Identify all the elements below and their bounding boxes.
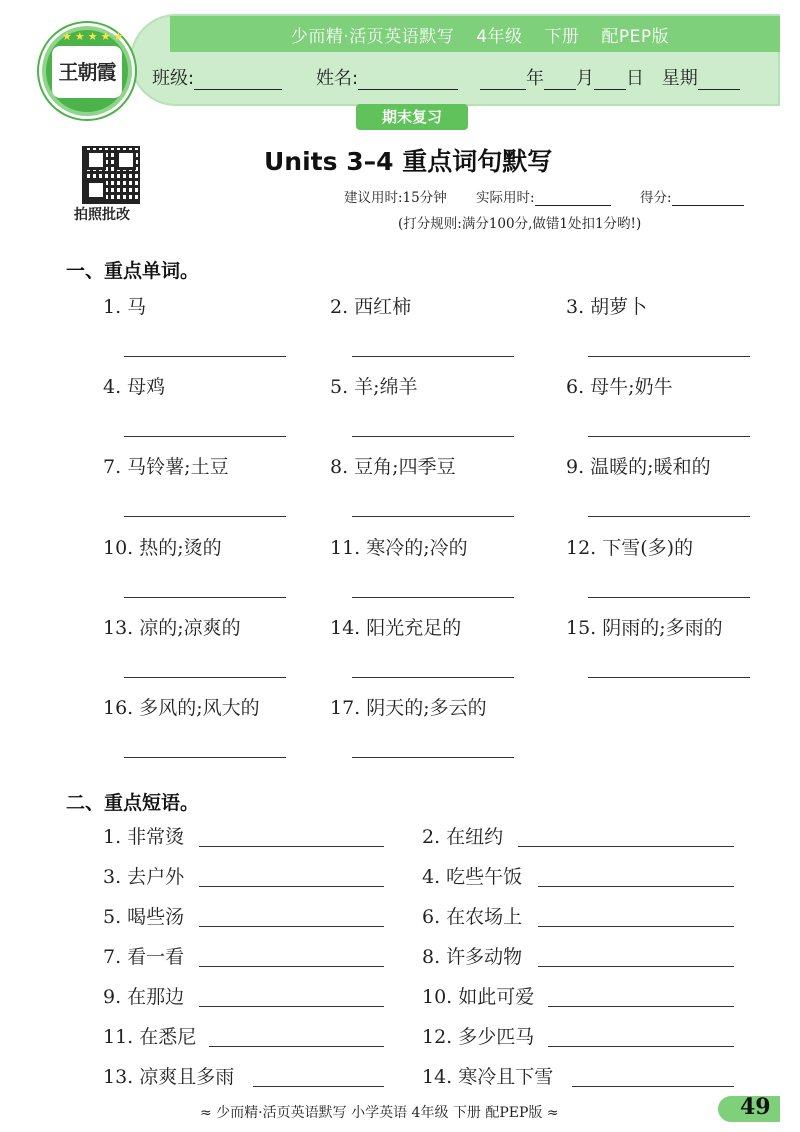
day-label: 日 — [626, 68, 644, 89]
answer-line[interactable] — [538, 886, 734, 887]
word-prompt: 8. 豆角;四季豆 — [330, 456, 456, 478]
page-number-badge — [718, 1096, 780, 1122]
word-prompt: 6. 母牛;奶牛 — [566, 376, 673, 398]
answer-line[interactable] — [538, 966, 734, 967]
word-prompt: 12. 下雪(多)的 — [566, 537, 694, 559]
answer-line[interactable] — [518, 846, 734, 847]
word-prompt: 1. 马 — [103, 296, 147, 318]
weekday-label: 星期 — [661, 68, 698, 89]
month-label: 月 — [576, 68, 594, 89]
answer-line[interactable] — [124, 516, 286, 517]
answer-line[interactable] — [548, 1046, 734, 1047]
page-number: 49 — [740, 1094, 771, 1120]
word-prompt: 11. 寒冷的;冷的 — [330, 537, 468, 559]
answer-line[interactable] — [352, 677, 514, 678]
phrase-prompt: 1. 非常烫 — [103, 826, 185, 848]
section2-heading: 二、重点短语。 — [66, 792, 200, 814]
review-tag: 期末复习 — [356, 104, 468, 130]
word-prompt: 17. 阴天的;多云的 — [330, 697, 487, 719]
qr-finder — [86, 180, 106, 200]
class-field[interactable] — [152, 64, 282, 90]
word-prompt: 4. 母鸡 — [103, 376, 166, 398]
word-prompt: 15. 阴雨的;多雨的 — [566, 617, 723, 639]
name-blank[interactable] — [358, 71, 458, 90]
answer-line[interactable] — [548, 1006, 734, 1007]
answer-line[interactable] — [124, 356, 286, 357]
answer-line[interactable] — [199, 846, 384, 847]
answer-line[interactable] — [124, 677, 286, 678]
answer-line[interactable] — [352, 436, 514, 437]
word-prompt: 16. 多风的;风大的 — [103, 697, 260, 719]
series-title — [200, 22, 760, 47]
weekday-blank[interactable] — [698, 71, 740, 90]
word-prompt: 2. 西红柿 — [330, 296, 412, 318]
actual-time-field[interactable] — [476, 186, 611, 206]
series-edition: 配PEP版 — [601, 27, 670, 47]
scoring-rule: (打分规则:满分100分,做错1处扣1分哟!) — [398, 216, 642, 232]
word-prompt: 7. 马铃薯;土豆 — [103, 456, 229, 478]
answer-line[interactable] — [572, 1086, 734, 1087]
answer-line[interactable] — [124, 757, 286, 758]
phrase-prompt: 6. 在农场上 — [422, 906, 523, 928]
class-label: 班级: — [152, 68, 195, 89]
phrase-prompt: 2. 在纽约 — [422, 826, 504, 848]
answer-line[interactable] — [124, 436, 286, 437]
answer-line[interactable] — [199, 966, 384, 967]
series-name: 少而精·活页英语默写 — [290, 27, 455, 47]
series-grade: 4年级 — [476, 27, 523, 47]
phrase-prompt: 13. 凉爽且多雨 — [103, 1066, 235, 1088]
word-prompt: 14. 阳光充足的 — [330, 617, 462, 639]
year-label: 年 — [526, 68, 544, 89]
phrase-prompt: 10. 如此可爱 — [422, 986, 535, 1008]
answer-line[interactable] — [124, 597, 286, 598]
word-prompt: 3. 胡萝卜 — [566, 296, 648, 318]
phrase-prompt: 5. 喝些汤 — [103, 906, 185, 928]
qr-caption: 拍照批改 — [74, 207, 130, 223]
phrase-prompt: 8. 许多动物 — [422, 946, 523, 968]
month-blank[interactable] — [544, 71, 576, 90]
answer-line[interactable] — [199, 926, 384, 927]
phrase-prompt: 7. 看一看 — [103, 946, 185, 968]
word-prompt: 10. 热的;烫的 — [103, 537, 222, 559]
actual-time-label: 实际用时: — [476, 190, 535, 206]
answer-line[interactable] — [588, 516, 750, 517]
word-prompt: 9. 温暖的;暖和的 — [566, 456, 711, 478]
answer-line[interactable] — [352, 516, 514, 517]
word-prompt: 13. 凉的;凉爽的 — [103, 617, 241, 639]
date-field[interactable] — [480, 64, 740, 90]
answer-line[interactable] — [588, 356, 750, 357]
answer-line[interactable] — [352, 597, 514, 598]
footer-text: ≈ 少而精·活页英语默写 小学英语 4年级 下册 配PEP版 ≈ — [200, 1105, 559, 1121]
answer-line[interactable] — [538, 926, 734, 927]
year-blank[interactable] — [480, 71, 526, 90]
answer-line[interactable] — [588, 436, 750, 437]
logo-stars-icon: ★★★★★ — [62, 30, 127, 43]
phrase-prompt: 9. 在那边 — [103, 986, 185, 1008]
answer-line[interactable] — [588, 677, 750, 678]
class-blank[interactable] — [194, 71, 282, 90]
phrase-prompt: 12. 多少匹马 — [422, 1026, 535, 1048]
day-blank[interactable] — [594, 71, 626, 90]
score-field[interactable] — [640, 186, 744, 206]
page-title: Units 3–4 重点词句默写 — [264, 147, 553, 176]
answer-line[interactable] — [209, 1046, 384, 1047]
answer-line[interactable] — [199, 1006, 384, 1007]
answer-line[interactable] — [352, 757, 514, 758]
phrase-prompt: 3. 去户外 — [103, 866, 185, 888]
suggested-time: 建议用时:15分钟 — [344, 190, 447, 206]
logo-text: 王朝霞 — [52, 46, 122, 98]
qr-finder — [86, 150, 106, 170]
word-prompt: 5. 羊;绵羊 — [330, 376, 418, 398]
answer-line[interactable] — [352, 356, 514, 357]
name-field[interactable] — [316, 64, 458, 90]
answer-line[interactable] — [253, 1086, 384, 1087]
answer-line[interactable] — [199, 886, 384, 887]
actual-time-blank[interactable] — [535, 191, 611, 206]
phrase-prompt: 14. 寒冷且下雪 — [422, 1066, 554, 1088]
phrase-prompt: 11. 在悉尼 — [103, 1026, 197, 1048]
name-label: 姓名: — [316, 68, 359, 89]
section1-heading: 一、重点单词。 — [66, 260, 200, 282]
score-label: 得分: — [640, 190, 672, 206]
score-blank[interactable] — [672, 191, 744, 206]
qr-code-icon[interactable] — [82, 146, 140, 204]
series-volume: 下册 — [544, 27, 580, 47]
phrase-prompt: 4. 吃些午饭 — [422, 866, 523, 888]
answer-line[interactable] — [588, 597, 750, 598]
qr-finder — [116, 150, 136, 170]
